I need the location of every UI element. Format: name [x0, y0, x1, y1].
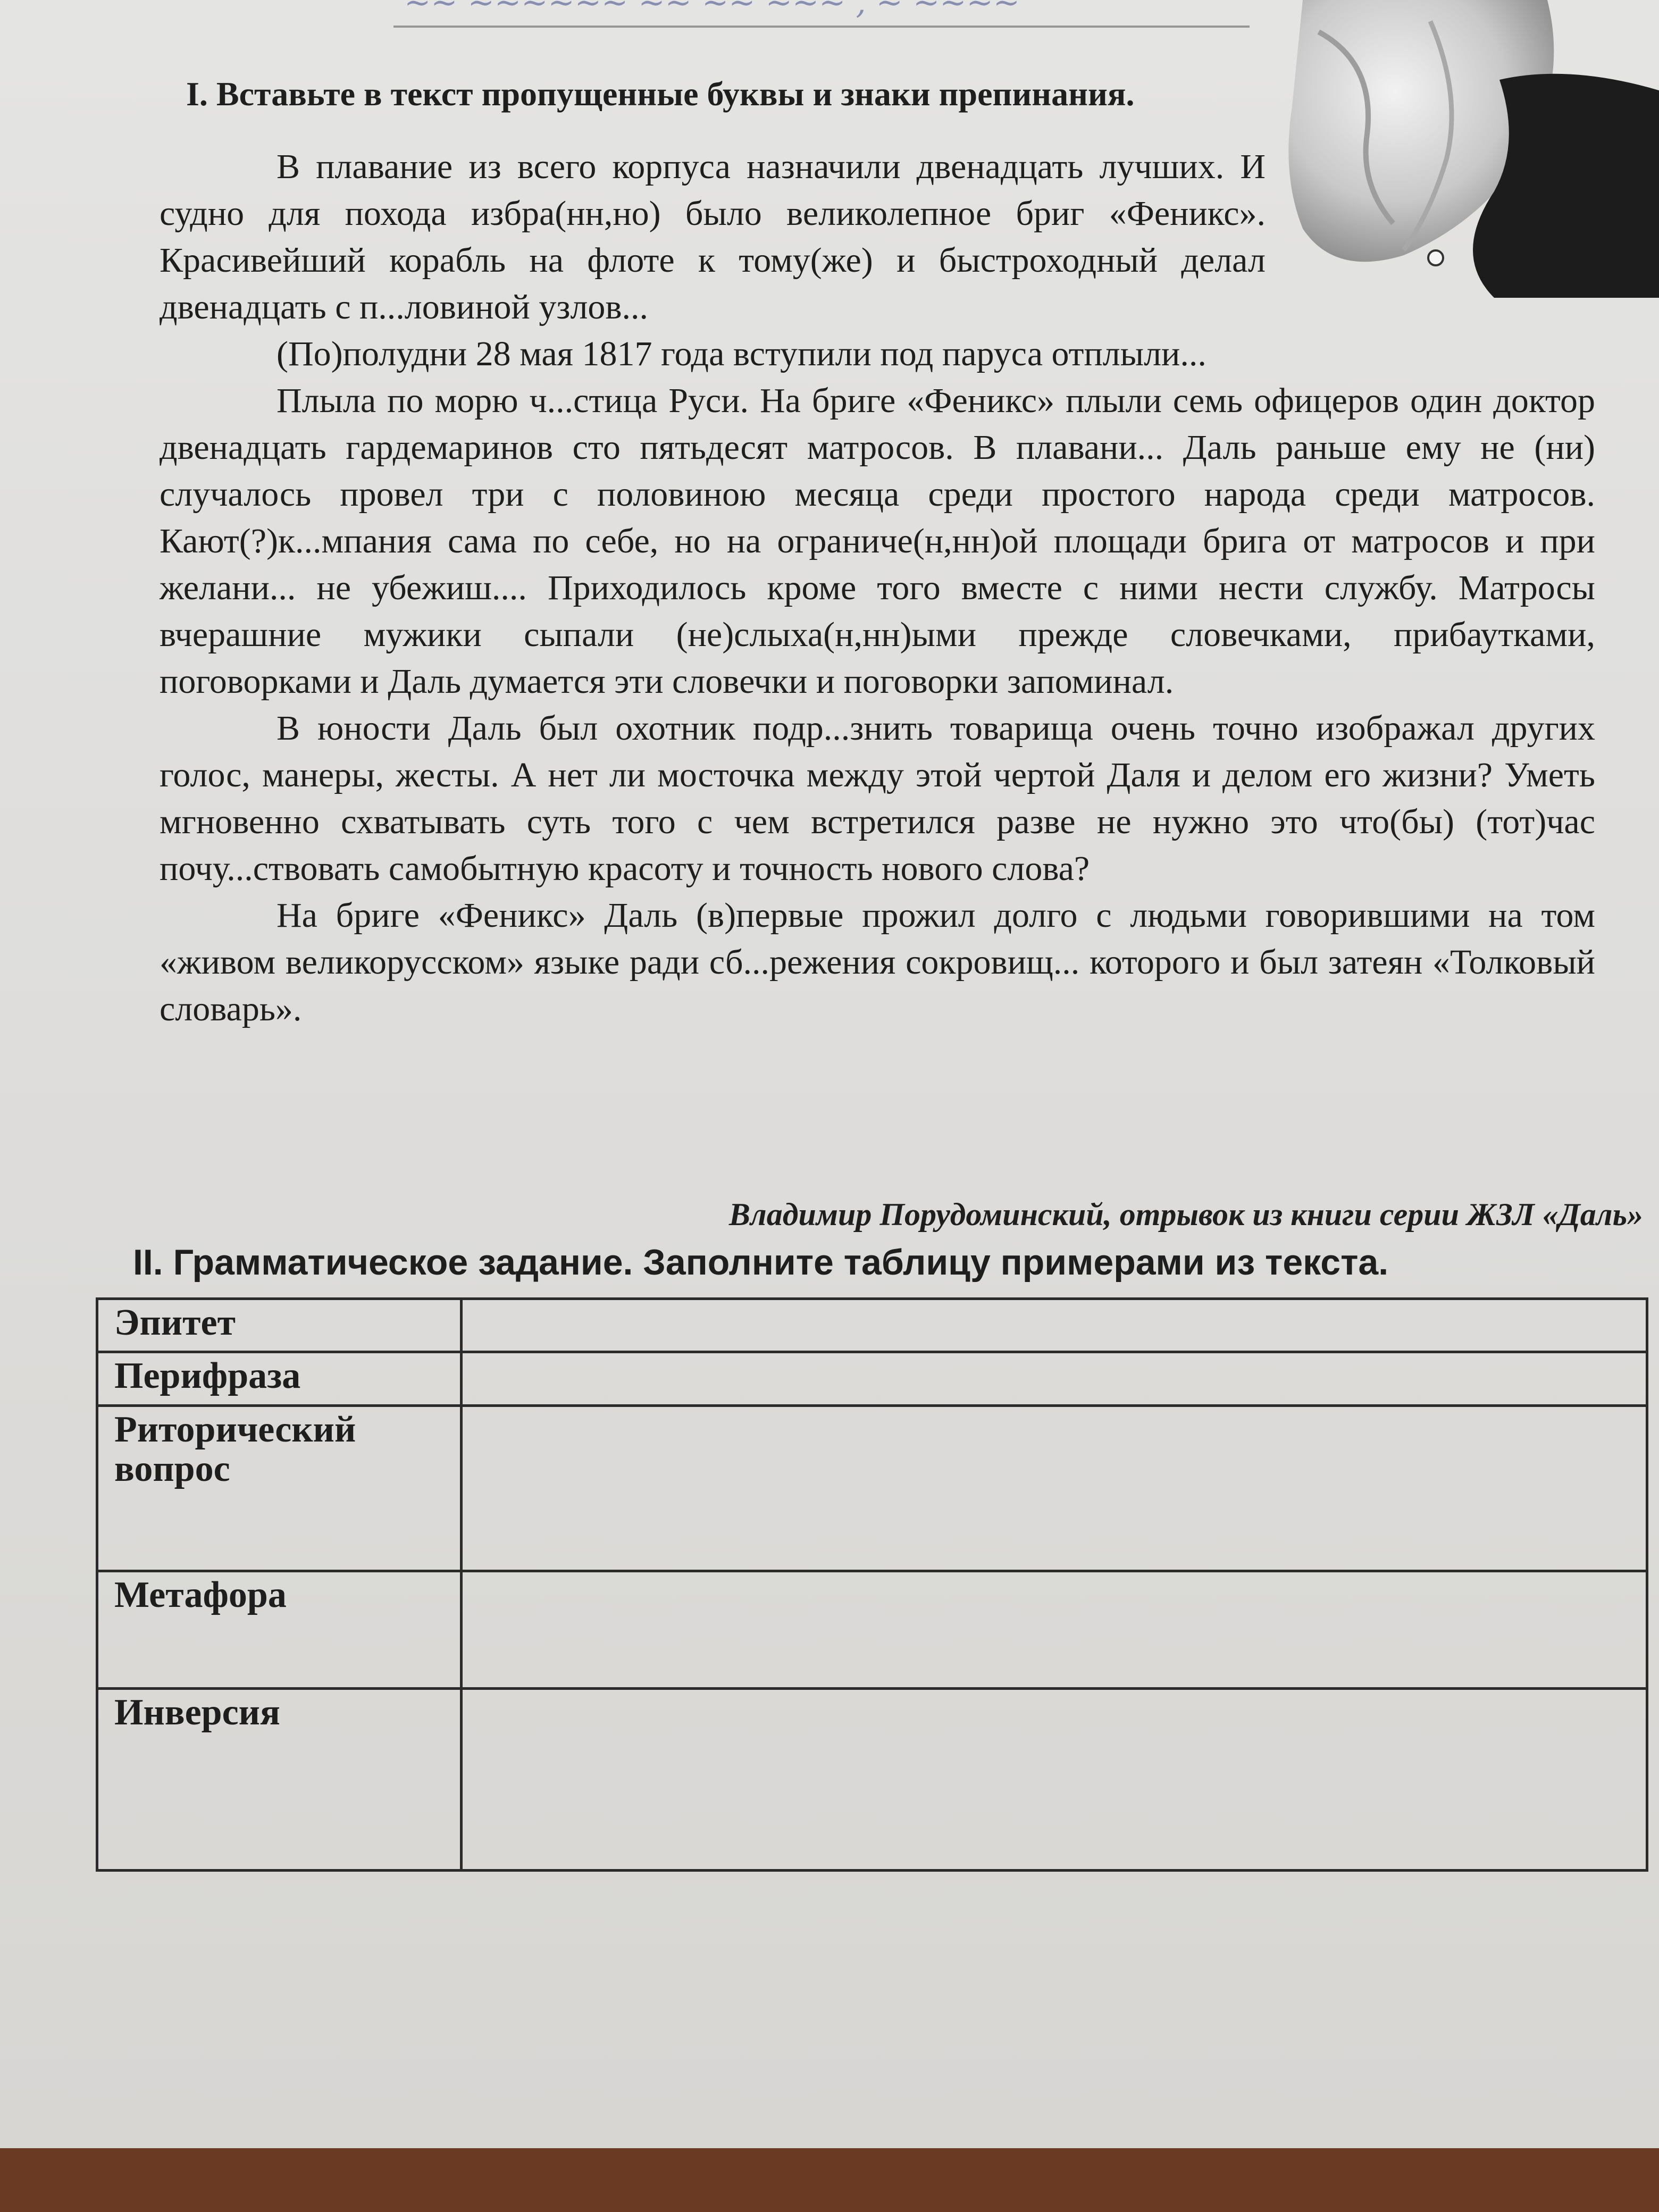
- source-attribution: Владимир Порудоминский, отрывок из книги серии ЖЗЛ «Даль»: [728, 1197, 1643, 1232]
- paragraph-5: На бриге «Феникс» Даль (в)первые прожил долго с людьми говорившими на том «живом великорусском» языке ради сб...режения сокровищ... которого и был затеян «Толковый словарь».: [160, 896, 1595, 1028]
- row-label-metaphor: Метафора: [97, 1571, 462, 1689]
- paragraph-4: В юности Даль был охотник подр...знить товарища очень точно изображал других голос, манеры, жесты. А нет ли мосточка между этой чертой Даля и делом его жизни? Уметь мгновенно схватывать суть того с чем встретился разве не нужно это что(бы) (тот)час почу...ствовать самобытную красоту и точность нового слова?: [160, 709, 1595, 888]
- grammar-table: [96, 1297, 1648, 1872]
- row-label-periphrasis: Перифраза: [97, 1352, 462, 1405]
- paragraph-2: (По)полудни 28 мая 1817 года вступили под паруса отплыли...: [276, 334, 1206, 373]
- table-row: [97, 1405, 1647, 1571]
- handwritten-header: ~~ ~~~~~~ ~~ ~~ ~~~ , ~ ~~~~: [404, 0, 1020, 21]
- task2-heading: II. Грамматическое задание. Заполните таблицу примерами из текста.: [133, 1242, 1389, 1283]
- answer-cell-metaphor[interactable]: [462, 1571, 1647, 1689]
- answer-cell-epithet[interactable]: [462, 1299, 1647, 1352]
- answer-cell-periphrasis[interactable]: [462, 1352, 1647, 1405]
- table-row: [97, 1352, 1647, 1405]
- row-label-rhetorical-question: Риторический вопрос: [97, 1405, 462, 1571]
- paragraph-3: Плыла по морю ч...стица Руси. На бриге «Феникс» плыли семь офицеров один доктор двенадцать гардемаринов сто пятьдесят матросов. В плавани... Даль раньше ему не (ни) случалось провел три с половиною месяца среди простого народа среди матросов. Кают(?)к...мпания сама по себе, но на ограниче(н,нн)ой площади брига от матросов и при желани... не убежиш.... Приходилось кроме того вместе с ними нести службу. Матросы вчерашние мужики сыпали (не)слыха(н,нн)ыми прежде словечками, прибаутками, поговорками и Даль думается эти словечки и поговорки запоминал.: [160, 381, 1595, 701]
- paragraph-1: В плавание из всего корпуса назначили двенадцать лучших. И судно для похода избра(нн,но) было великолепное бриг «Феникс». Красивейший корабль на флоте к тому(же) и быстроходный делал двенадцать с п...ловиной узлов...: [160, 147, 1266, 326]
- answer-cell-rhetorical-question[interactable]: [462, 1405, 1647, 1571]
- row-label-inversion: Инверсия: [97, 1689, 462, 1871]
- table-row: [97, 1689, 1647, 1871]
- answer-cell-inversion[interactable]: [462, 1689, 1647, 1871]
- header-underline: [393, 26, 1250, 28]
- row-label-epithet: Эпитет: [97, 1299, 462, 1352]
- table-row: [97, 1299, 1647, 1352]
- dictation-text: [160, 144, 1595, 1033]
- table-row: [97, 1571, 1647, 1689]
- task1-heading: I. Вставьте в текст пропущенные буквы и знаки препинания.: [186, 75, 1135, 113]
